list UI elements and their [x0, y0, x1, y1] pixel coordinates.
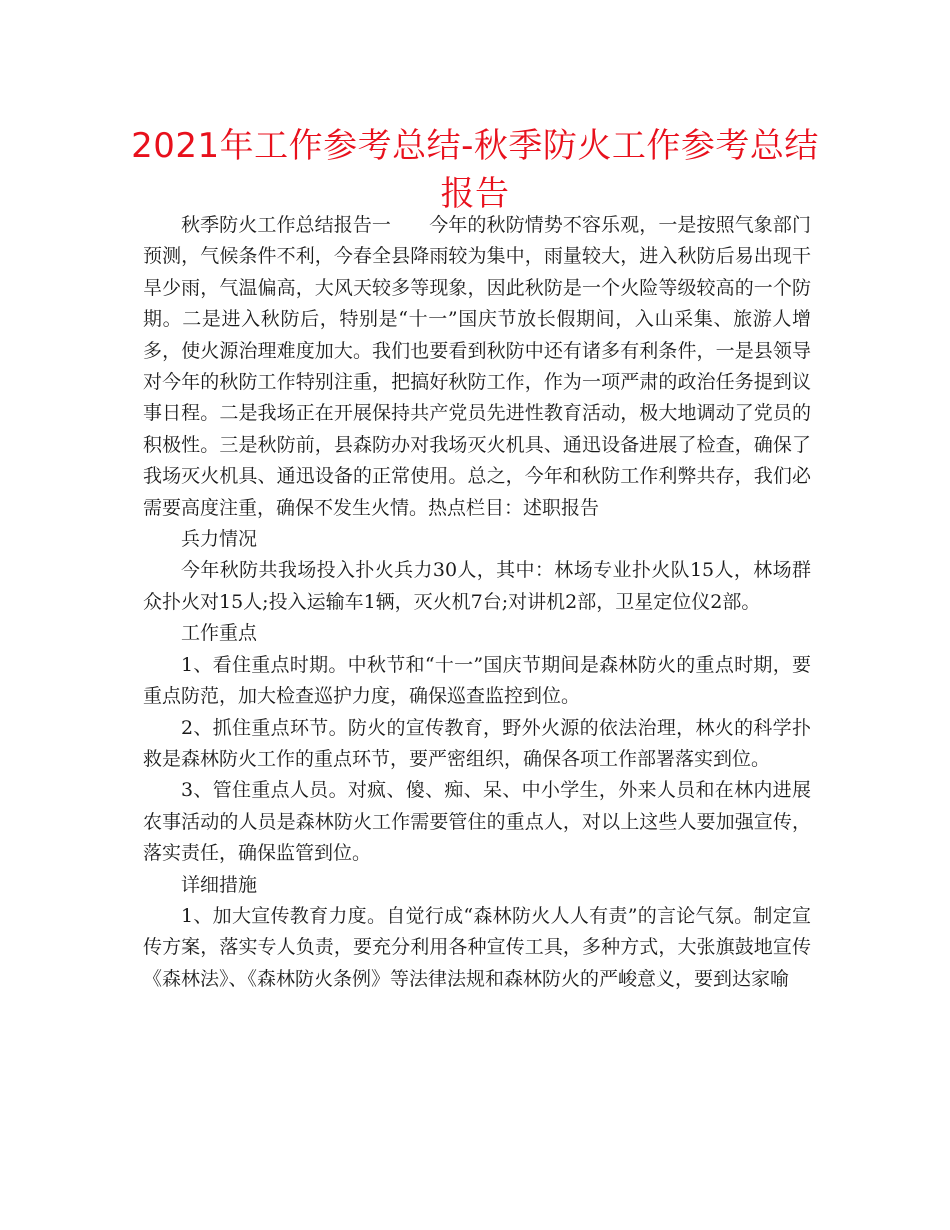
section-heading-forces: 兵力情况 [181, 528, 258, 551]
paragraph-key-period: 1、看住重点时期。中秋节和“十一”国庆节期间是森林防火的重点时期，要重点防范，加大检查巡护力度，确保巡查监控到位。 [143, 653, 811, 708]
paragraph-measure-publicity: 1、加大宣传教育力度。自觉行成“森林防火人人有责”的言论气氛。制定宣传方案，落实专人负责，要充分利用各种宣传工具，多种方式，大张旗鼓地宣传《森林法》、《森林防火条例》等法律法规和森林防火的严峻意义，要到达家喻 [143, 904, 811, 990]
document-body [143, 210, 811, 995]
section-heading-key-work: 工作重点 [181, 622, 258, 645]
paragraph-key-people: 3、管住重点人员。对疯、傻、痴、呆、中小学生，外来人员和在林内进展农事活动的人员是森林防火工作需要管住的重点人，对以上这些人要加强宣传，落实责任，确保监管到位。 [143, 779, 811, 865]
section-heading-measures: 详细措施 [181, 873, 258, 896]
paragraph-intro: 秋季防火工作总结报告一 今年的秋防情势不容乐观，一是按照气象部门预测，气候条件不利，今春全县降雨较为集中，雨量较大，进入秋防后易出现干旱少雨，气温偏高，大风天较多等现象，因此秋防是一个火险等级较高的一个防期。二是进入秋防后，特别是“十一”国庆节放长假期间，入山采集、旅游人增多，使火源治理难度加大。我们也要看到秋防中还有诸多有利条件，一是县领导对今年的秋防工作特别注重，把搞好秋防工作，作为一项严肃的政治任务提到议事日程。二是我场正在开展保持共产党员先进性教育活动，极大地调动了党员的积极性。三是秋防前，县森防办对我场灭火机具、通迅设备进展了检查，确保了我场灭火机具、通迅设备的正常使用。总之，今年和秋防工作利弊共存，我们必需要高度注重，确保不发生火情。热点栏目：述职报告 [143, 214, 811, 519]
paragraph-forces: 今年秋防共我场投入扑火兵力30人，其中：林场专业扑火队15人，林场群众扑火对15人;投入运输车1辆，灭火机7台;对讲机2部，卫星定位仪2部。 [143, 559, 811, 613]
paragraph-key-link: 2、抓住重点环节。防火的宣传教育，野外火源的依法治理，林火的科学扑救是森林防火工作的重点环节，要严密组织，确保各项工作部署落实到位。 [143, 716, 811, 770]
document-title: 2021年工作参考总结-秋季防火工作参考总结报告 [131, 126, 819, 214]
